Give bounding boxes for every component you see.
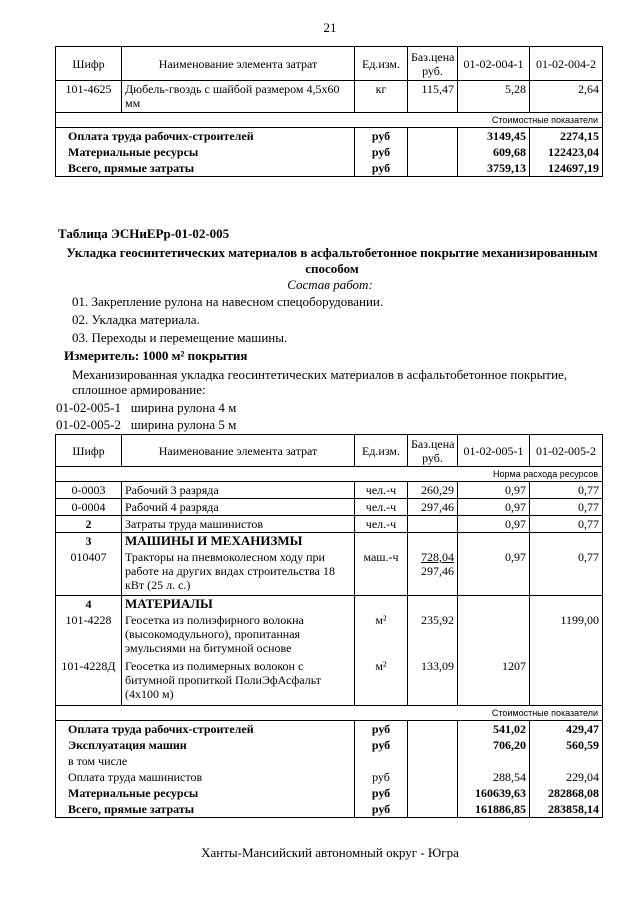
total-label: Материальные ресурсы — [56, 144, 355, 160]
table-continuation — [55, 46, 603, 177]
page-number: 21 — [323, 20, 337, 35]
total-col-b: 283858,14 — [530, 801, 603, 818]
header-name: Наименование элемента затрат — [122, 435, 355, 467]
row-price: 297,46 — [408, 499, 458, 516]
row-unit: чел.-ч — [355, 482, 408, 499]
header-unit: Ед.изм. — [355, 47, 408, 81]
variant-1 — [56, 400, 236, 416]
row-code: 101-4228 — [56, 612, 122, 658]
total-label: Эксплуатация машин — [56, 737, 355, 753]
total-label: в том числе — [56, 753, 355, 769]
row-unit: маш.-ч — [355, 549, 408, 595]
header-col-b: 01-02-005-2 — [530, 435, 603, 467]
total-unit: руб — [355, 144, 408, 160]
total-col-a: 288,54 — [458, 769, 530, 785]
row-col-a: 5,28 — [458, 81, 530, 113]
row-name: Тракторы на пневмоколесном ходу при работе на других видах строительства 18 кВт (25 л. с.) — [122, 549, 355, 595]
section-name: МАШИНЫ И МЕХАНИЗМЫ — [122, 533, 355, 550]
header-col-b: 01-02-004-2 — [530, 47, 603, 81]
header-code: Шифр — [56, 47, 122, 81]
row-price: 133,09 — [408, 658, 458, 706]
total-col-b: 229,04 — [530, 769, 603, 785]
row-name: Геосетка из полиэфирного волокна (высокомодульного), пропитанная эмульсиями на битумной основе — [122, 612, 355, 658]
total-label: Всего, прямые затраты — [56, 801, 355, 818]
header-price: Баз.цена руб. — [408, 435, 458, 467]
section-name: МАТЕРИАЛЫ — [122, 595, 355, 612]
total-label: Всего, прямые затраты — [56, 160, 355, 177]
total-col-a: 541,02 — [458, 721, 530, 738]
row-col-a — [458, 612, 530, 658]
row-col-b: 0,77 — [530, 516, 603, 533]
row-col-b: 1199,00 — [530, 612, 603, 658]
row-price: 260,29 — [408, 482, 458, 499]
row-name: Дюбель-гвоздь с шайбой размером 4,5х60 мм — [122, 81, 355, 113]
row-price: 235,92 — [408, 612, 458, 658]
row-code: 2 — [56, 516, 122, 533]
row-price: 728,04 — [421, 550, 454, 564]
row-unit: кг — [355, 81, 408, 113]
row-name: Рабочий 3 разряда — [122, 482, 355, 499]
row-col-a: 1207 — [458, 658, 530, 706]
table-title: Таблица ЭСНиЕРр-01-02-005 — [58, 226, 230, 241]
row-col-b: 2,64 — [530, 81, 603, 113]
total-col-b: 560,59 — [530, 737, 603, 753]
total-unit: руб — [355, 160, 408, 177]
total-label: Оплата труда рабочих-строителей — [56, 128, 355, 145]
header-code: Шифр — [56, 435, 122, 467]
row-col-b — [530, 658, 603, 706]
row-col-a: 0,97 — [458, 499, 530, 516]
row-code: 101-4625 — [56, 81, 122, 113]
row-col-b: 0,77 — [530, 482, 603, 499]
total-col-b: 124697,19 — [530, 160, 603, 177]
composition-title: Состав работ: — [287, 277, 373, 292]
section-label: Стоимостные показатели — [56, 113, 603, 128]
row-unit: м² — [355, 658, 408, 706]
total-col-b: 122423,04 — [530, 144, 603, 160]
header-price: Баз.цена руб. — [408, 47, 458, 81]
total-col-a: 160639,63 — [458, 785, 530, 801]
row-col-b: 0,77 — [530, 499, 603, 516]
section-code: 3 — [56, 533, 122, 550]
section-label: Стоимостные показатели — [56, 706, 603, 721]
total-label: Материальные ресурсы — [56, 785, 355, 801]
header-name: Наименование элемента затрат — [122, 47, 355, 81]
row-unit: чел.-ч — [355, 516, 408, 533]
description: Механизированная укладка геосинтетических материалов в асфальтобетонное покрытие, сплошное армирование: — [72, 367, 568, 397]
total-col-a: 706,20 — [458, 737, 530, 753]
variant-text: ширина рулона 5 м — [130, 417, 237, 432]
total-col-b: 282868,08 — [530, 785, 603, 801]
row-unit: м² — [355, 612, 408, 658]
step-1: 01. Закрепление рулона на навесном спецоборудовании. — [72, 294, 384, 309]
header-unit: Ед.изм. — [355, 435, 408, 467]
total-unit: руб — [355, 785, 408, 801]
total-unit: руб — [355, 721, 408, 738]
row-name: Затраты труда машинистов — [122, 516, 355, 533]
total-col-a: 609,68 — [458, 144, 530, 160]
row-code: 0-0004 — [56, 499, 122, 516]
row-unit: чел.-ч — [355, 499, 408, 516]
row-col-a: 0,97 — [458, 482, 530, 499]
variant-code: 01-02-005-1 — [56, 400, 121, 415]
footer: Ханты-Мансийский автономный округ - Югра — [201, 845, 459, 860]
row-col-a: 0,97 — [458, 549, 530, 595]
total-label: Оплата труда рабочих-строителей — [56, 721, 355, 738]
total-col-b: 429,47 — [530, 721, 603, 738]
step-3: 03. Переходы и перемещение машины. — [72, 330, 288, 345]
row-price: 115,47 — [408, 81, 458, 113]
norm-label: Норма расхода ресурсов — [56, 467, 603, 482]
total-label: Оплата труда машинистов — [56, 769, 355, 785]
row-col-a: 0,97 — [458, 516, 530, 533]
variant-2 — [56, 417, 236, 433]
header-col-a: 01-02-005-1 — [458, 435, 530, 467]
row-col-b: 0,77 — [530, 549, 603, 595]
total-col-a: 3149,45 — [458, 128, 530, 145]
row-code: 101-4228Д — [56, 658, 122, 706]
total-unit: руб — [355, 128, 408, 145]
row-code: 0-0003 — [56, 482, 122, 499]
step-2: 02. Укладка материала. — [72, 312, 200, 327]
total-col-a: 161886,85 — [458, 801, 530, 818]
measure: Измеритель: 1000 м² покрытия — [64, 348, 248, 363]
row-code: 010407 — [56, 549, 122, 595]
total-col-a: 3759,13 — [458, 160, 530, 177]
variant-code: 01-02-005-2 — [56, 417, 121, 432]
total-unit: руб — [355, 769, 408, 785]
header-col-a: 01-02-004-1 — [458, 47, 530, 81]
row-price-2: 297,46 — [421, 564, 454, 578]
total-unit: руб — [355, 801, 408, 818]
total-col-b: 2274,15 — [530, 128, 603, 145]
section-code: 4 — [56, 595, 122, 612]
total-unit: руб — [355, 737, 408, 753]
resource-table — [55, 434, 603, 818]
row-name: Рабочий 4 разряда — [122, 499, 355, 516]
table-subtitle: Укладка геосинтетических материалов в асфальтобетонное покрытие механизированным способом — [66, 245, 598, 276]
row-name: Геосетка из полимерных волокон с битумной пропиткой ПолиЭфАсфальт (4х100 м) — [122, 658, 355, 706]
variant-text: ширина рулона 4 м — [130, 400, 237, 415]
